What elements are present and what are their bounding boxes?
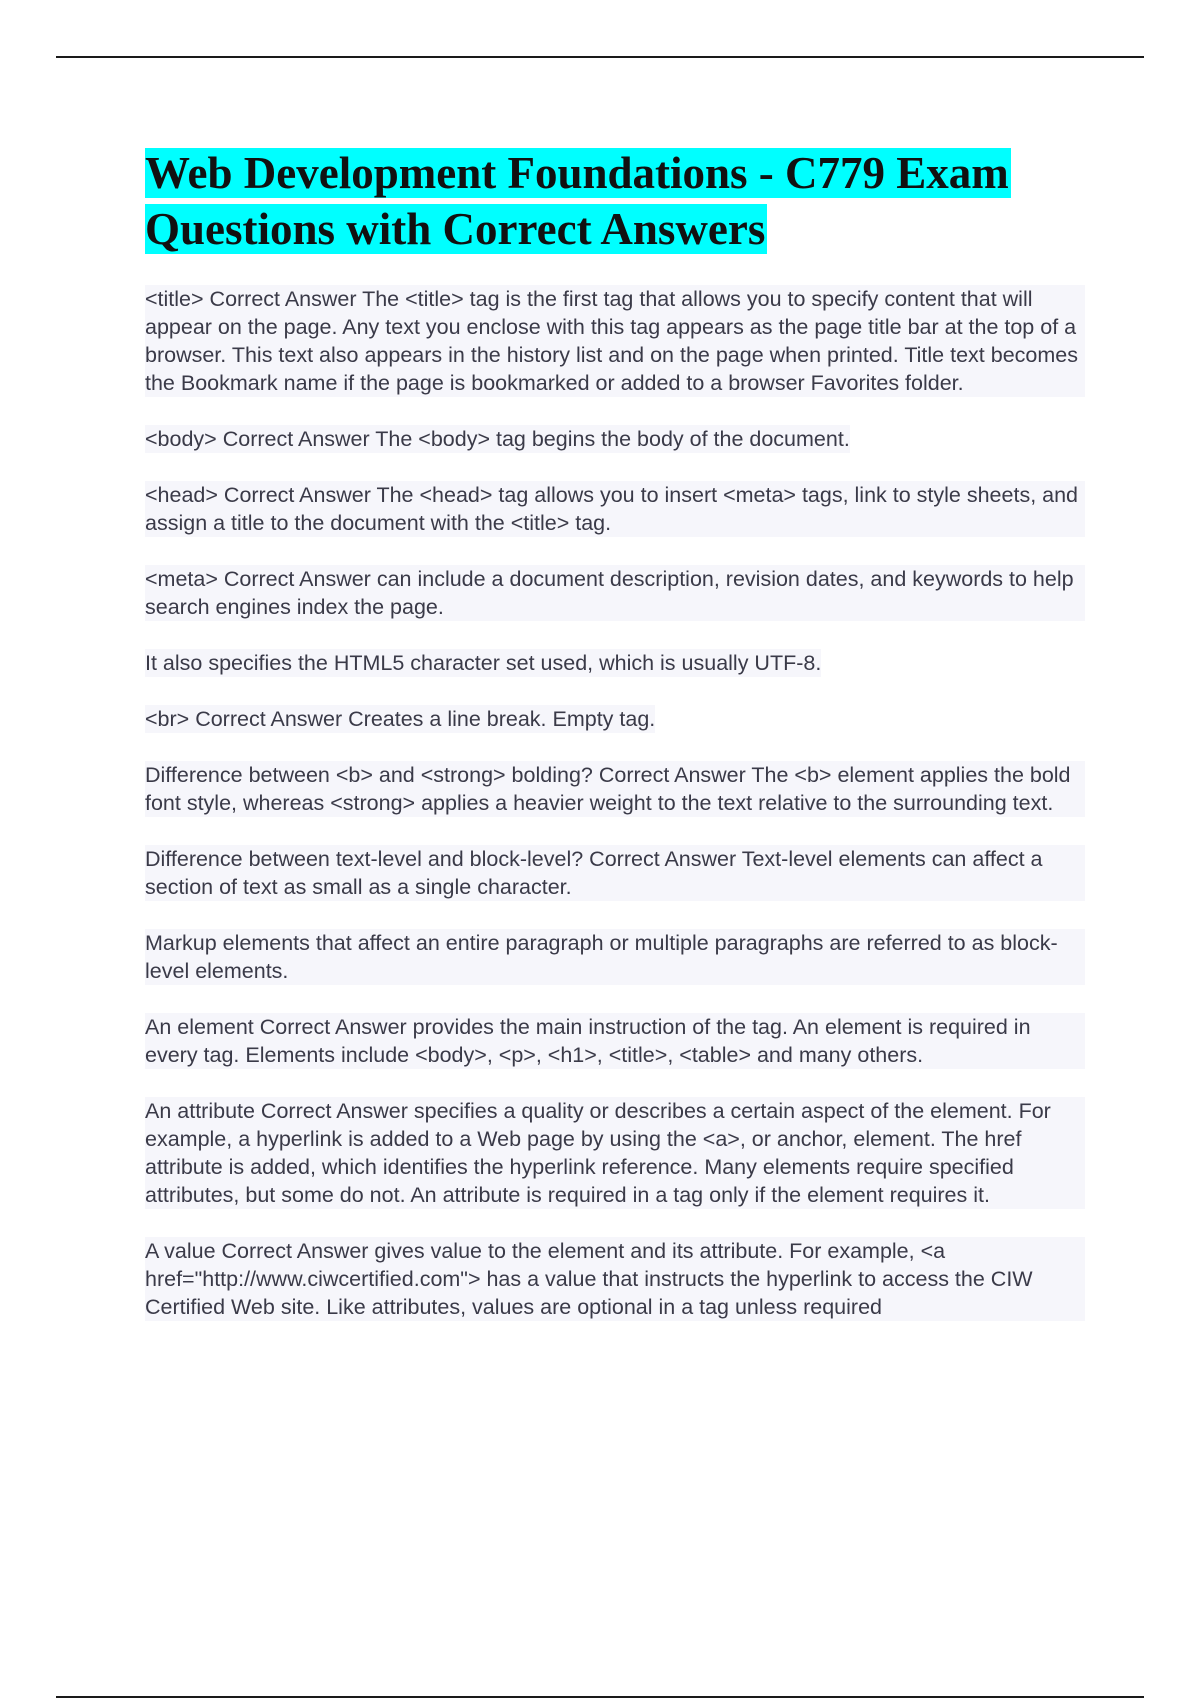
paragraph-block-level: Markup elements that affect an entire paragraph or multiple paragraphs are referred to as block-level elements. [145, 929, 1085, 985]
paragraph-b-vs-strong: Difference between <b> and <strong> bolding? Correct Answer The <b> element applies the bold font style, whereas <strong> applies a heavier weight to the text relative to the surrounding text. [145, 761, 1085, 817]
paragraph-body-tag: <body> Correct Answer The <body> tag begins the body of the document. [145, 427, 850, 451]
paragraph-title-tag: <title> Correct Answer The <title> tag is the first tag that allows you to specify content that will appear on the page. Any text you enclose with this tag appears as the page title bar at the top of a browser. This text also appears in the history list and on the page when printed. Title text becomes the Bookmark name if the page is bookmarked or added to a browser Favorites folder. [145, 285, 1085, 397]
paragraph-element: An element Correct Answer provides the main instruction of the tag. An element is required in every tag. Elements include <body>, <p>, <h1>, <title>, <table> and many others. [145, 1013, 1085, 1069]
document-title [145, 145, 1085, 257]
paragraph-br-tag: <br> Correct Answer Creates a line break. Empty tag. [145, 707, 656, 731]
paragraph-head-tag: <head> Correct Answer The <head> tag allows you to insert <meta> tags, link to style sheets, and assign a title to the document with the <title> tag. [145, 481, 1085, 537]
paragraph-value: A value Correct Answer gives value to the element and its attribute. For example, <a href="http://www.ciwcertified.com"> has a value that instructs the hyperlink to access the CIW Certified Web site. Like attributes, values are optional in a tag unless required [145, 1237, 1085, 1321]
paragraph-attribute: An attribute Correct Answer specifies a quality or describes a certain aspect of the element. For example, a hyperlink is added to a Web page by using the <a>, or anchor, element. The href attribute is added, which identifies the hyperlink reference. Many elements require specified attributes, but some do not. An attribute is required in a tag only if the element requires it. [145, 1097, 1085, 1209]
paragraph-text-vs-block: Difference between text-level and block-level? Correct Answer Text-level elements can affect a section of text as small as a single character. [145, 845, 1085, 901]
document-body [145, 145, 1085, 1349]
bottom-rule [56, 1696, 1144, 1698]
paragraph-charset: It also specifies the HTML5 character set used, which is usually UTF-8. [145, 651, 822, 675]
paragraph-meta-tag: <meta> Correct Answer can include a document description, revision dates, and keywords to help search engines index the page. [145, 565, 1085, 621]
top-rule [56, 56, 1144, 58]
document-title-text: Web Development Foundations - C779 Exam Questions with Correct Answers [145, 148, 1009, 254]
